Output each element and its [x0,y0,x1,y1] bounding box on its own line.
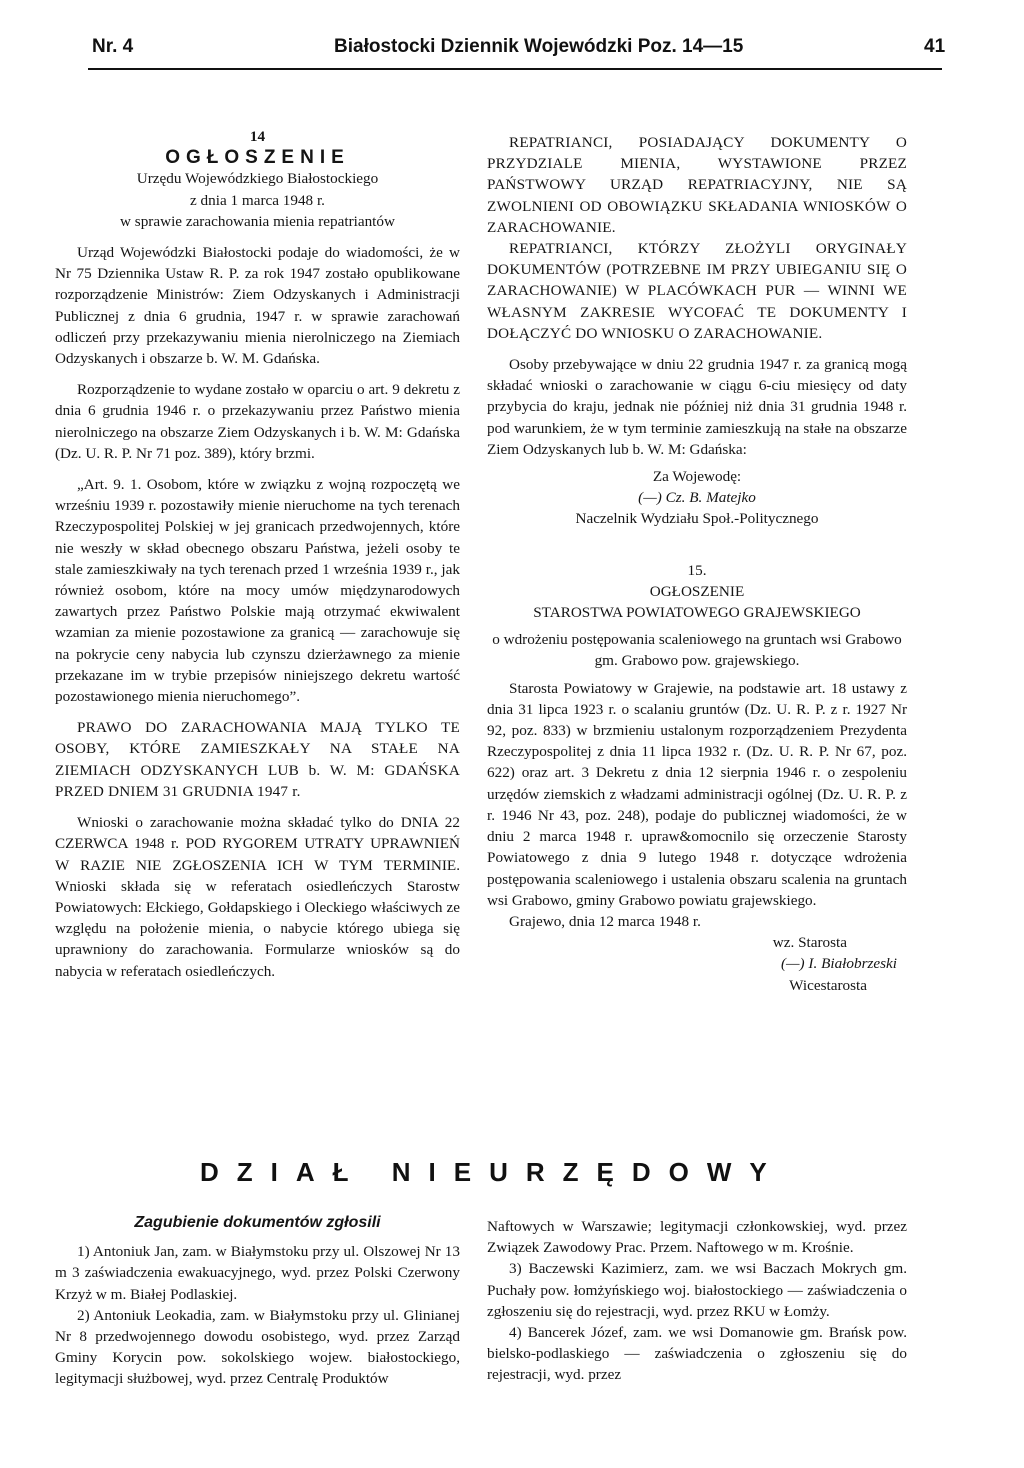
paragraph: Rozporządzenie to wydane zostało w oparciu o art. 9 dekretu z dnia 6 grudnia 1946 r. o przekazywaniu przez Państwo mienia nierolniczego na obszarze Ziem Odzyskanych i b. W. M: Gdańska (Dz. U. R. P. Nr 71 poz. 389), który brzmi. [55,381,460,462]
caps-paragraph: REPATRIANCI, KTÓRZY ZŁOŻYLI ORYGINAŁY DOKUMENTÓW (POTRZEBNE IM PRZY UBIEGANIU SIĘ O ZARACHOWANIE) W PLACÓWKACH PUR — WINNI WE WŁASNYM ZAKRESIE WYCOFAĆ TE DOKUMENTY I DOŁĄCZYĆ DO WNIOSKU O ZARACHOWANIE. [487,240,907,342]
right-column [487,132,907,996]
spacer [55,369,460,379]
signature: (—) I. Białobrzeski [781,955,897,973]
list-item: 3) Baczewski Kazimierz, zam. we wsi Baczach Mokrych gm. Puchały pow. łomżyńskiego woj. białostockiego — zaświadczenia o zgłoszeniu się do rejestracji, wyd. przez RKU w Łomży. [487,1260,907,1320]
spacer [55,464,460,474]
paragraph: PRAWO DO ZARACHOWANIA MAJĄ TYLKO TE OSOBY, KTÓRE ZAMIESZKAŁY NA STAŁE NA ZIEMIACH ODZYSKANYCH LUB b. W. M: GDAŃSKA PRZED DNIEM 31 GRUDNIA 1947 r. [55,719,460,800]
section-subtitle: Zagubienie dokumentów zgłosili [134,1214,381,1231]
announcement-heading: OGŁOSZENIE [649,582,745,600]
position-number: 15. [687,561,707,579]
spacer [487,344,907,354]
signatory: Wicestarosta [789,976,867,994]
signature: (—) Cz. B. Matejko [638,489,756,507]
section-title: DZIAŁ NIEURZĘDOWY [200,1157,785,1187]
paragraph: Osoby przebywające w dniu 22 grudnia 1947 r. za granicą mogą składać wnioski o zarachowanie w ciągu 6-ciu miesięcy od daty przybycia do kraju, jednak nie później niż dnia 31 grudnia 1948 r. pod warunkiem, że w tym terminie zamieszkują na stałe na obszarze Ziem Odzyskanych lub b. W. M: Gdańska: [487,356,907,458]
page-header [92,36,946,66]
page-number: 41 [924,36,946,57]
paragraph: Urząd Wojewódzki Białostocki podaje do wiadomości, że w Nr 75 Dziennika Ustaw R. P. za rok 1947 zostało opublikowane rozporządzenie Ministrów: Ziem Odzyskanych i Administracji Publicznej z dnia 6 grudnia, 1947 r. w sprawie zarachowań odliczeń przy przekazywaniu mienia nierolniczego na Ziemiach Odzyskanych i obszarze b. W. M. Gdańska. [55,244,460,368]
list-item: 1) Antoniuk Jan, zam. w Białymstoku przy ul. Olszowej Nr 13 m 3 zaświadczenia ewakuacyjnego, wyd. przez Polski Czerwony Krzyż w m. Białej Podlaskiej. [55,1243,460,1303]
spacer [55,802,460,812]
for-voivode: Za Wojewodę: [652,468,742,486]
position-number: 14 [249,128,266,145]
list-item: Naftowych w Warszawie; legitymacji członkowskiej, wyd. przez Związek Zawodowy Prac. Przem. Naftowego w m. Krośnie. [487,1218,907,1257]
left-column [55,126,460,982]
list-item: 2) Antoniuk Leokadia, zam. w Białymstoku przy ul. Glinianej Nr 8 przedwojennego dowodu osobistego, wyd. przez Zarząd Gminy Korycin pow. sokolskiego wojew. białostockiego, legitymacji służbowej, wyd. przez Centralę Produktów [55,1306,460,1388]
announcement-date: z dnia 1 marca 1948 r. [190,191,325,209]
paragraph: Wnioski o zarachowanie można składać tylko do DNIA 22 CZERWCA 1948 r. POD RYGOREM UTRATY UPRAWNIEŃ W RAZIE NIE ZGŁOSZENIA ICH W TYM TERMINIE. Wnioski składa się w referatach osiedleńczych Starostw Powiatowych: Ełckiego, Gołdapskiego i Oleckiego właściwych ze względu na położenie mienia, o nabycie którego ubiega się uprawniony do zarachowania. Formularze wniosków są do nabycia w referatach osiedleńczych. [55,814,460,980]
signatory: Naczelnik Wydziału Społ.-Politycznego [575,510,819,528]
spacer [55,1233,460,1241]
caps-paragraph: REPATRIANCI, POSIADAJĄCY DOKUMENTY O PRZYDZIALE MIENIA, WYSTAWIONE PRZEZ PAŃSTWOWY URZĄD REPATRIACYJNY, NIE SĄ ZWOLNIENI OD OBOWIĄZKU SKŁADANIA WNIOSKÓW O ZARACHOWANIE. [487,134,907,236]
spacer [55,707,460,717]
announcement-issuer: STAROSTWA POWIATOWEGO GRAJEWSKIEGO [533,604,861,622]
journal-title: Białostocki Dziennik Wojewódzki Poz. 14—15 [334,36,744,57]
list-item: 4) Bancerek Józef, zam. we wsi Domanowie gm. Brańsk pow. bielsko-podlaskiego — zaświadczenia o zgłoszeniu się do rejestracji, wyd. przez [487,1324,907,1384]
header-rule [88,68,942,70]
issue-number: Nr. 4 [92,36,134,57]
paragraph: „Art. 9. 1. Osobom, które w związku z wojną rozpoczętą we wrześniu 1939 r. pozostawiły mienie nieruchome na tych terenach Rzeczypospolitej Polskiej w jej granicach przedwojennych, które nie weszły w skład obecnego obszaru Państwa, jeżeli osoby te stale zamieszkiwały na tych terenach przed 1 września 1939 r., jak również osobom, które na mocy umów międzynarodowych zawartych przez Państwo Polskie mają otrzymać ekwiwalent wzamian za mienie pozostawione za granicą — zarachowuje się na pokrycie ceny nabycia lub czynszu dzierżawnego za mienie przekazane im w trybie przepisów niniejszego dekretu wartość pozostawionego mienia nieruchomego”. [55,476,460,706]
announcement-heading: OGŁOSZENIE [165,147,350,169]
lost-documents-left [55,1212,460,1390]
for-starosta: wz. Starosta [772,934,847,952]
spacer [487,530,907,560]
announcement-subject: o wdrożeniu postępowania scaleniowego na gruntach wsi Grabowo gm. Grabowo pow. grajewskiego. [492,631,902,670]
announcement-issuer: Urzędu Wojewódzkiego Białostockiego [136,170,379,188]
announcement-subject: w sprawie zarachowania mienia repatriantów [120,212,395,230]
paragraph: Starosta Powiatowy w Grajewie, na podstawie art. 18 ustawy z dnia 31 lipca 1923 r. o scalaniu gruntów (Dz. U. R. P. z r. 1927 Nr 92, poz. 833) w brzmieniu ustalonym rozporządzeniem Prezydenta Rzeczypospolitej z dnia 11 lipca 1932 r. (Dz. U. R. P. Nr 67, poz. 622) oraz art. 3 Dekretu z dnia 12 sierpnia 1946 r. o zespoleniu urzędów ziemskich z władzami administracji ogólnej (Dz. U. R. P. z r. 1946 Nr 43, poz. 248), podaje do publicznej wiadomości, że w dniu 2 marca 1948 r. upraw&omocnilo się orzeczenie Starosty Powiatowego z dnia 9 lutego 1948 r. dotyczące wdrożenia postępowania scaleniowego i ustalenia obszaru scalenia na gruntach wsi Grabowo, gminy Grabowo powiatu grajewskiego. [487,679,907,909]
spacer [55,232,460,242]
lost-documents-right [487,1216,907,1386]
place-date: Grajewo, dnia 12 marca 1948 r. [509,912,701,930]
